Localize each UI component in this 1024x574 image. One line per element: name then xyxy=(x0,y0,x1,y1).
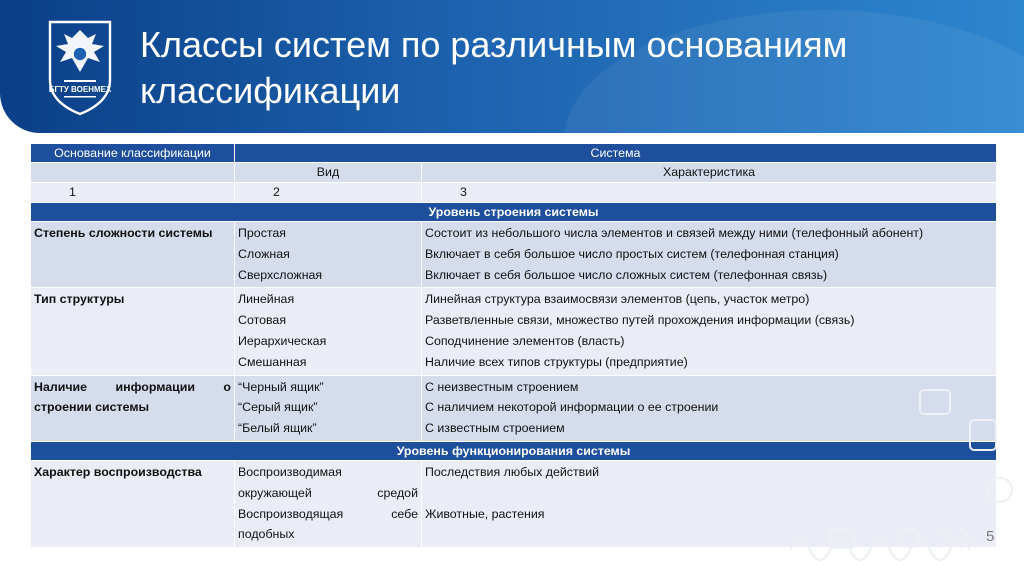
header-system: Система xyxy=(235,144,997,163)
characteristic-cell: Состоит из небольшого числа элементов и связей между ними (телефонный абонент) Включает в себя большое число простых систем (телефонная станция) Включает в себя большое число сложных систем (телефонная связь) xyxy=(422,222,997,288)
characteristic-cell: Линейная структура взаимосвязи элементов (цепь, участок метро) Разветвленные связи, множество путей прохождения информации (связь) Соподчинение элементов (власть) Наличие всех типов структуры (предприятие) xyxy=(422,288,997,375)
basis-cell: Наличие информации о строении системы xyxy=(31,375,235,441)
col-number-1: 1 xyxy=(31,183,235,203)
col-number-3: 3 xyxy=(422,183,997,203)
table-row xyxy=(31,288,997,375)
page-number: 5 xyxy=(986,528,995,545)
header-banner xyxy=(0,0,1024,133)
eagle-crest-icon xyxy=(44,14,116,118)
basis-cell: Характер воспроизводства xyxy=(31,460,235,547)
university-logo xyxy=(44,14,116,118)
header-characteristic: Характеристика xyxy=(422,163,997,183)
header-basis: Основание классификации xyxy=(31,144,235,163)
characteristic-cell: Последствия любых действий Животные, растения xyxy=(422,460,997,547)
svg-text:БГТУ ВОЕНМЕХ: БГТУ ВОЕНМЕХ xyxy=(48,85,112,94)
basis-cell: Тип структуры xyxy=(31,288,235,375)
basis-cell: Степень сложности системы xyxy=(31,222,235,288)
header-kind: Вид xyxy=(235,163,422,183)
header-row xyxy=(31,144,997,163)
table-row xyxy=(31,222,997,288)
kind-cell: Воспроизводимая окружающей средой Воспроизводящая себе подобных xyxy=(235,460,422,547)
subheader-empty xyxy=(31,163,235,183)
characteristic-cell: С неизвестным строением С наличием некоторой информации о ее строении С известным строением xyxy=(422,375,997,441)
subheader-row xyxy=(31,163,997,183)
kind-cell: “Черный ящик” “Серый ящик” “Белый ящик” xyxy=(235,375,422,441)
section-structure-title: Уровень строения системы xyxy=(31,203,997,222)
section-structure-row xyxy=(31,203,997,222)
kind-cell: Линейная Сотовая Иерархическая Смешанная xyxy=(235,288,422,375)
col-number-2: 2 xyxy=(235,183,422,203)
page-title: Классы систем по различным основаниям классификации xyxy=(140,24,848,111)
kind-cell: Простая Сложная Сверхсложная xyxy=(235,222,422,288)
column-numbers-row xyxy=(31,183,997,203)
section-function-title: Уровень функционирования системы xyxy=(31,441,997,460)
